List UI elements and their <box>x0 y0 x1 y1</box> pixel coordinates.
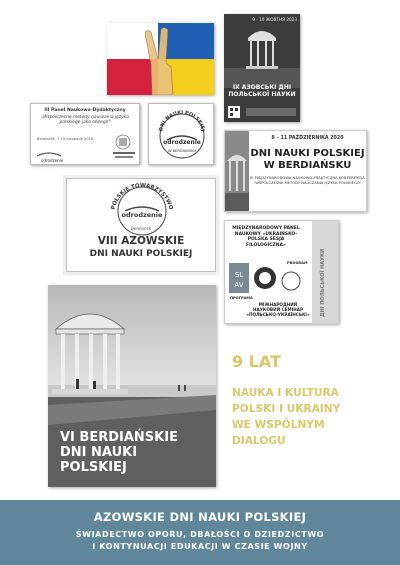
poster-ix-days <box>224 14 300 122</box>
seminar-title: МІЖНАРОДНИЙ НАУКОВИЙ СЕМІНАР «ПОЛЬСЬКО-УКРАЇНСЬКІ» <box>246 302 310 318</box>
poster-title: DNI NAUKI POLSKIEJ W BERDIAŃSKU <box>250 148 365 171</box>
poster-title-line: POLSKIEJ <box>60 460 127 475</box>
poster-title: IX АЗОВСЬКІ ДНІ ПОЛЬСЬКОЇ НАУКИ <box>228 84 296 98</box>
banner-title: AZOWSKIE DNI NAUKI POLSKIEJ <box>93 510 307 524</box>
motto-line: POLSKI I UKRAINY <box>232 403 341 415</box>
poster-flags-solidarity <box>107 23 214 95</box>
poster-title <box>60 430 178 475</box>
poster-vi-berdianskie <box>48 285 216 487</box>
poster-dni-nauki-emblem <box>148 103 214 165</box>
poster-title: MIĘDZYNARODOWY PANEL NAUKOWY «UKRAIŃSKO-POLSKA SESJA FILOLOGICZNA» <box>232 226 300 248</box>
poster-city: Berdiańsk <box>131 226 151 231</box>
emblem-bottom-text: W BERDIAŃSKU <box>167 149 197 153</box>
svg-text:SL: SL <box>234 271 244 279</box>
logos-row <box>31 104 140 165</box>
poster-panel-dydaktyczny <box>30 103 140 165</box>
poster-date: 8 – 11 PAŹDZIERNIKA 2020 <box>271 136 344 141</box>
victory-hand-icon <box>107 23 214 95</box>
motto-text <box>232 385 392 449</box>
rotunda-photo <box>225 131 249 212</box>
emblem-arc-text: POLSKIE TOWARZYSTWO <box>110 182 174 211</box>
poster-title: III Panel Naukowo-Dydaktyczny <box>44 108 126 113</box>
footer-banner <box>0 500 400 565</box>
emblem-arc-text: DNI NAUKI POLSKIEJ <box>158 109 206 132</box>
banner-subtitle <box>0 529 400 553</box>
years-headline: 9 LAT <box>232 352 281 371</box>
program-label-ua: ПРОГРАМА <box>230 296 253 300</box>
banner-line: I KONTYNUACJI EDUKACJI W CZASIE WOJNY <box>92 542 308 551</box>
rotunda-illustration <box>224 18 300 88</box>
poster-subtitle: „Współczesne metody nauczania języka polskiego jako obcego" <box>41 115 129 126</box>
poster-october-conference <box>224 130 367 212</box>
poster-subtitle: DNI NAUKI POLSKIEJ <box>89 249 193 259</box>
emblem-logo-text: odrodzenie <box>121 211 163 219</box>
emblem-logo-text: odrodzenie <box>163 139 201 146</box>
poster-title-line: VI BERDIAŃSKIE <box>60 430 178 445</box>
poster-viii-azowskie <box>66 178 216 272</box>
poster-sesja-filologiczna <box>224 220 339 324</box>
poster-date: 9 - 10 ЖОВТНЯ 2023 <box>252 17 297 22</box>
poster-title: VIII AZOWSKIE <box>97 235 185 247</box>
motto-line: WE WSPÓLNYM <box>232 419 325 431</box>
poster-subtitle: III MIĘDZYNARODOWA NAUKOWO-PRAKTYCZNA KONFERENCJA "WSPÓŁCZESNE METODY NAUCZANIA JĘZYKA POLSKIEGO" <box>250 176 365 185</box>
svg-text:AV: AV <box>234 281 244 289</box>
logos-cluster <box>229 263 319 297</box>
motto-line: NAUKA I KULTURA <box>232 387 339 399</box>
poster-place: Berdiańsk, 7-10 listopada 2016 <box>37 137 94 141</box>
svg-text:DNI NAUKI POLSKIEJ <box>158 110 206 132</box>
sponsor-logos <box>224 102 300 120</box>
banner-line: ŚWIADECTWO OPORU, DBAŁOŚCI O DZIEDZICTWO <box>75 530 325 539</box>
poster-title-line: DNI NAUKI <box>60 445 138 460</box>
svg-text:odrodzenie: odrodzenie <box>41 158 64 163</box>
motto-line: DIALOGU <box>232 435 286 447</box>
side-vertical-text: ДНІ ПОЛЬСЬКОЇ НАУКИ <box>320 248 326 317</box>
program-label: PROGRAM <box>287 261 308 265</box>
